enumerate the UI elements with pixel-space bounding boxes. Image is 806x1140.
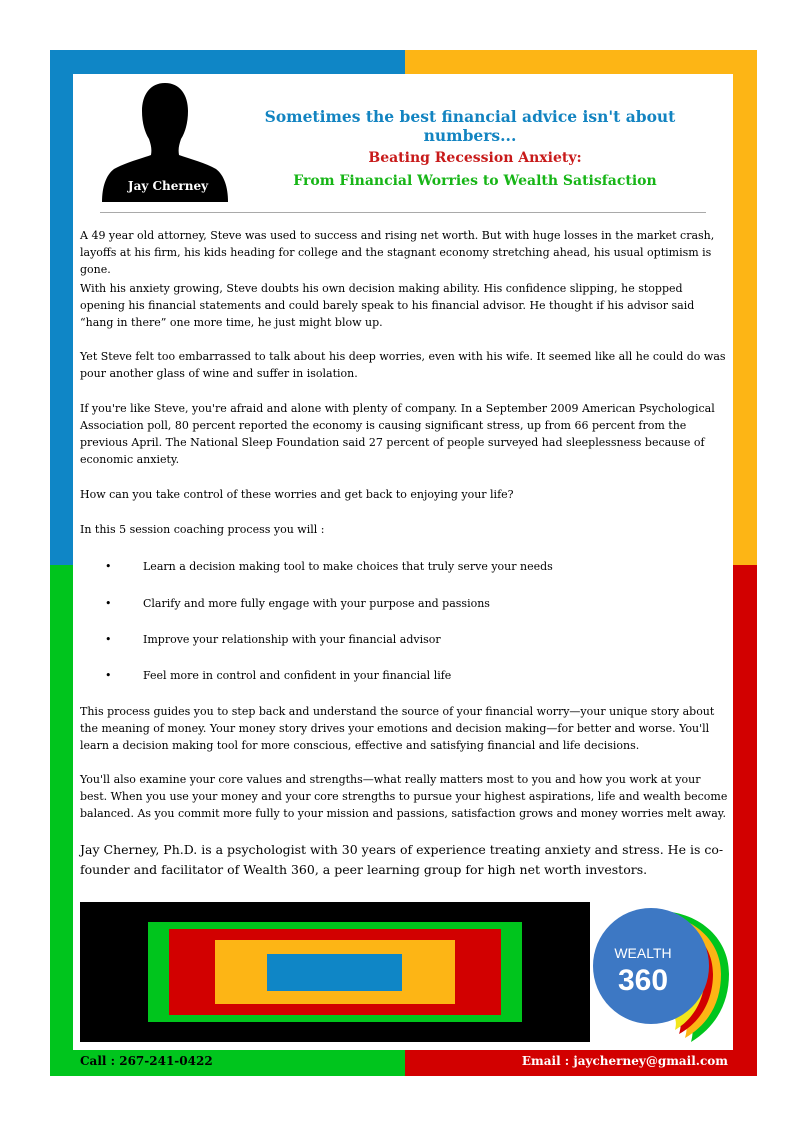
phone-contact: Call : 267-241-0422 (80, 1054, 213, 1068)
tagline: Sometimes the best financial advice isn't about numbers... (264, 107, 676, 145)
wealth-360-logo (593, 902, 733, 1044)
paragraph-3: Yet Steve felt too embarrassed to talk about his deep worries, even with his wife. It seemed like all he could do was pour another glass of wine and suffer in isolation. (80, 350, 726, 380)
paragraph-4: If you're like Steve, you're afraid and alone with plenty of company. In a September 2009 American Psychological Association poll, 80 percent reported the economy is causing significant stress, up from 66 percent from the previous April. The National Sleep Foundation said 27 percent of people surveyed had sleeplessness because of economic anxiety. (80, 402, 715, 466)
bullet-icon: • (105, 633, 112, 646)
person-name: Jay Cherney (127, 179, 209, 193)
bullet-icon: • (105, 669, 112, 682)
logo-number: 360 (617, 964, 669, 997)
header-divider (100, 212, 706, 213)
paragraph-1: A 49 year old attorney, Steve was used to success and rising net worth. But with huge losses in the market crash, layoffs at his firm, his kids heading for college and the stagnant economy stretching ahead, his usual optimism is gone. (80, 229, 715, 276)
paragraph-8: You'll also examine your core values and strengths—what really matters most to you and how you work at your best. When you use your money and your core strengths to pursue your highest aspirations, life and wealth become balanced. As you commit more fully to your mission and passions, satisfaction grows and money worries melt away. (80, 773, 728, 820)
list-item-text: Improve your relationship with your financial advisor (143, 633, 441, 646)
bullet-icon: • (105, 560, 112, 573)
logo-word: WEALTH (614, 945, 672, 961)
paragraph-6: In this 5 session coaching process you will : (80, 523, 325, 536)
author-bio: Jay Cherney, Ph.D. is a psychologist with 30 years of experience treating anxiety and stress. He is co-founder and facilitator of Wealth 360, a peer learning group for high net worth investors. (80, 842, 724, 877)
nested-rectangles-graphic (80, 902, 590, 1042)
paragraph-2: With his anxiety growing, Steve doubts his own decision making ability. His confidence slipping, he stopped opening his financial statements and could barely speak to his financial advisor. He thought if his advisor said “hang in there” one more time, he just might blow up. (80, 282, 695, 329)
title-line-1: Beating Recession Anxiety: (368, 150, 582, 166)
email-contact: Email : jaycherney@gmail.com (521, 1054, 728, 1068)
bullet-icon: • (105, 597, 112, 610)
paragraph-5: How can you take control of these worries and get back to enjoying your life? (80, 488, 514, 501)
list-item-text: Clarify and more fully engage with your purpose and passions (143, 597, 490, 610)
list-item-text: Feel more in control and confident in your financial life (143, 669, 452, 682)
list-item-text: Learn a decision making tool to make choices that truly serve your needs (143, 560, 553, 573)
paragraph-7: This process guides you to step back and understand the source of your financial worry—your unique story about the meaning of money. Your money story drives your emotions and decision making—for better and worse. You'll learn a decision making tool for more conscious, effective and satisfying financial and life decisions. (80, 705, 715, 752)
title-line-2: From Financial Worries to Wealth Satisfaction (293, 173, 657, 189)
